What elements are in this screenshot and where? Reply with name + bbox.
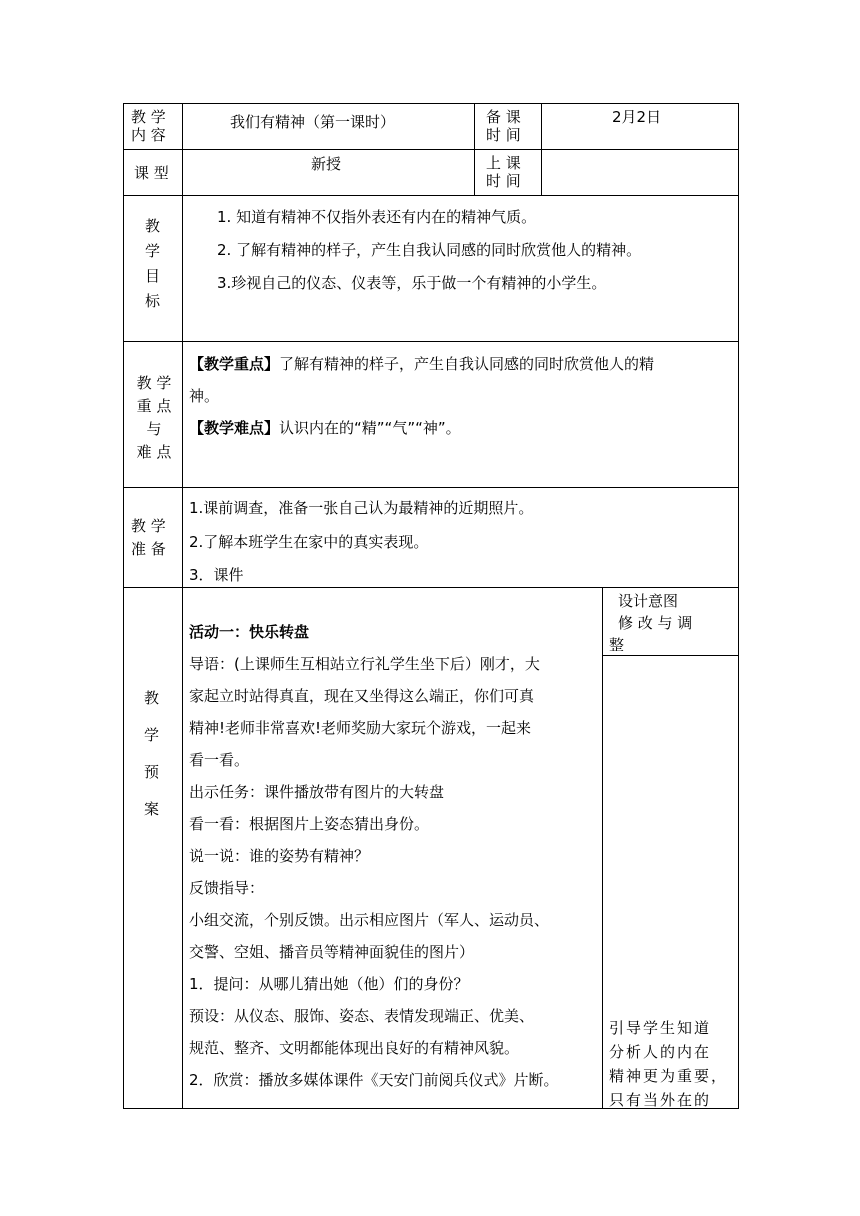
row-divider-4: [123, 487, 739, 488]
plan-line: 1．提问：从哪儿猜出她（他）们的身份？: [189, 975, 469, 993]
row-divider-1: [123, 149, 739, 150]
preparation-item: 3．课件: [189, 566, 244, 584]
focus-text: 了解有精神的样子，产生自我认同感的同时欣赏他人的精: [279, 355, 655, 373]
design-header-line-1: 设计意图: [618, 592, 679, 610]
plan-line: 看一看。: [189, 751, 250, 769]
plan-line: 说一说：谁的姿势有精神？: [189, 847, 370, 865]
row-divider-5: [123, 587, 739, 588]
design-column-divider: [602, 587, 603, 1109]
header-mid-divider: [474, 103, 475, 196]
preparation-item: 2.了解本班学生在家中的真实表现。: [189, 533, 429, 551]
design-header-divider: [602, 655, 739, 656]
plan-line: 看一看：根据图片上姿态猜出身份。: [189, 815, 430, 833]
design-header-line-3: 整: [609, 636, 625, 654]
plan-line: 家起立时站得真直，现在又坐得这么端正，你们可真: [189, 687, 535, 705]
objectives-label: 教 学 目 标: [145, 217, 161, 310]
focus-tag: 【教学重点】: [189, 355, 280, 373]
prep-time-label: 备 课 时 间: [486, 108, 521, 144]
objective-item: 2. 了解有精神的样子，产生自我认同感的同时欣赏他人的精神。: [217, 241, 642, 259]
preparation-item: 1.课前调查，准备一张自己认为最精神的近期照片。: [189, 499, 534, 517]
type-value: 新授: [311, 155, 342, 173]
difficulty-line: [189, 419, 461, 437]
label-column-divider: [182, 103, 183, 1109]
design-header-line-2: 修 改 与 调: [618, 614, 693, 632]
objective-item: 1. 知道有精神不仅指外表还有内在的精神气质。: [217, 208, 537, 226]
prep-date: 2月2日: [612, 108, 662, 126]
plan-line: 精神!老师非常喜欢!老师奖励大家玩个游戏，一起来: [189, 719, 532, 737]
focus-line-2: 神。: [189, 387, 220, 405]
table-border-right: [738, 103, 739, 1109]
plan-line: 出示任务：课件播放带有图片的大转盘: [189, 783, 445, 801]
preparation-label: 教 学 准 备: [131, 517, 166, 558]
plan-body: [189, 648, 559, 1096]
plan-line: 预设：从仪态、服饰、姿态、表情发现端正、优美、: [189, 1007, 535, 1025]
design-notes: 引导学生知道 分析人的内在 精神更为重要， 只有当外在的: [609, 1019, 729, 1109]
plan-line: 小组交流，个别反馈。出示相应图片（军人、运动员、: [189, 911, 550, 929]
key-points-label: 教 学 重 点 与 难 点: [136, 374, 172, 461]
difficulty-text: 认识内在的“精”“气”“神”。: [279, 419, 461, 437]
content-label: 教 学 内 容: [131, 108, 166, 144]
plan-line: 规范、整齐、文明都能体现出良好的有精神风貌。: [189, 1039, 520, 1057]
row-divider-2: [123, 195, 739, 196]
activity-title: 活动一：快乐转盘: [189, 623, 310, 641]
plan-label: 教 学 预 案: [144, 689, 160, 818]
difficulty-tag: 【教学难点】: [189, 419, 280, 437]
objective-item: 3.珍视自己的仪态、仪表等，乐于做一个有精神的小学生。: [217, 274, 607, 292]
table-border-top: [123, 103, 739, 104]
plan-line: 导语：(上课师生互相站立行礼学生坐下后）刚才，大: [189, 655, 540, 673]
class-time-label: 上 课 时 间: [486, 154, 521, 190]
lesson-title: 我们有精神（第一课时）: [230, 113, 396, 131]
type-label: 课 型: [134, 164, 169, 182]
focus-line-1: [189, 355, 654, 373]
row-divider-3: [123, 341, 739, 342]
plan-line: 反馈指导：: [189, 879, 265, 897]
table-border-left: [123, 103, 124, 1109]
plan-line: 2．欣赏：播放多媒体课件《天安门前阅兵仪式》片断。: [189, 1071, 559, 1089]
plan-line: 交警、空姐、播音员等精神面貌佳的图片）: [189, 943, 475, 961]
header-right-divider: [541, 103, 542, 196]
